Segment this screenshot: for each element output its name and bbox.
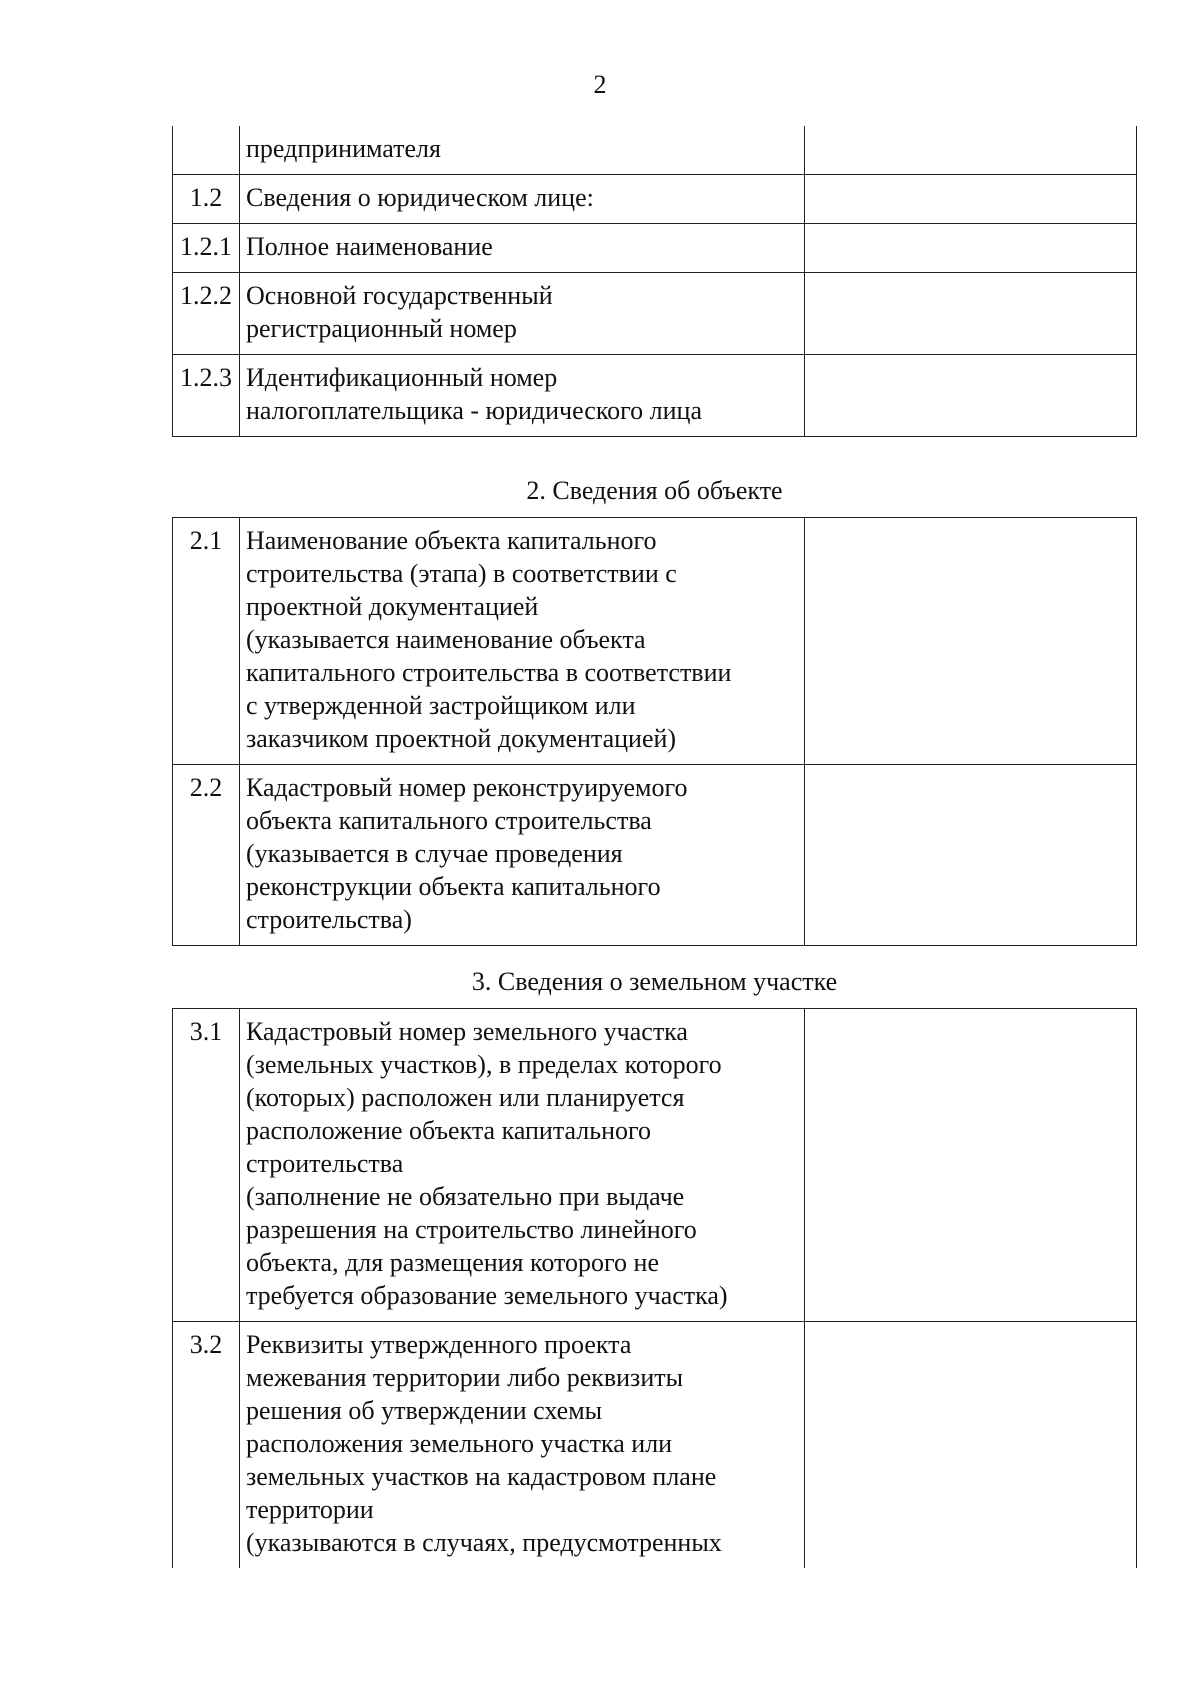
- row-number: 1.2.1: [173, 224, 240, 273]
- row-label: предпринимателя: [240, 126, 805, 175]
- row-value-field[interactable]: [805, 175, 1137, 224]
- row-number: [173, 126, 240, 175]
- row-label: Кадастровый номер реконструируемого объекта капитального строительства (указывается в случае проведения реконструкции объекта капитального строительства): [240, 765, 805, 946]
- row-number: 2.2: [173, 765, 240, 946]
- row-number: 3.1: [173, 1009, 240, 1322]
- table-row: [173, 355, 1137, 437]
- row-label: Реквизиты утвержденного проекта межевания территории либо реквизиты решения об утверждении схемы расположения земельного участка или земельных участков на кадастровом плане территории (указываются в случаях, предусмотренных: [240, 1322, 805, 1569]
- table-row: [173, 1322, 1137, 1569]
- row-value-field[interactable]: [805, 518, 1137, 765]
- row-label: Идентификационный номер налогоплательщика - юридического лица: [240, 355, 805, 437]
- table-row: [173, 1009, 1137, 1322]
- section2-table: [172, 517, 1137, 946]
- row-label: Полное наименование: [240, 224, 805, 273]
- section-heading: 3. Сведения о земельном участке: [471, 967, 838, 996]
- row-number: 1.2.2: [173, 273, 240, 355]
- table-row: [173, 518, 1137, 765]
- section-heading: 2. Сведения об объекте: [526, 476, 783, 505]
- section1-table: [172, 126, 1137, 437]
- row-label: Кадастровый номер земельного участка (земельных участков), в пределах которого (которых) расположен или планируется расположение объекта капитального строительства (заполнение не обязательно при выдаче разрешения на строительство линейного объекта, для размещения которого не требуется образование земельного участка): [240, 1009, 805, 1322]
- row-value-field[interactable]: [805, 355, 1137, 437]
- table-row: [173, 273, 1137, 355]
- row-value-field[interactable]: [805, 1322, 1137, 1569]
- table-row: [173, 126, 1137, 175]
- row-label: Наименование объекта капитального строительства (этапа) в соответствии с проектной документацией (указывается наименование объекта капитального строительства в соответствии с утвержденной застройщиком или заказчиком проектной документацией): [240, 518, 805, 765]
- row-value-field[interactable]: [805, 224, 1137, 273]
- row-value-field[interactable]: [805, 1009, 1137, 1322]
- row-number: 2.1: [173, 518, 240, 765]
- table-row: [173, 224, 1137, 273]
- row-number: 3.2: [173, 1322, 240, 1569]
- row-value-field[interactable]: [805, 126, 1137, 175]
- section3-table: [172, 1008, 1137, 1568]
- row-label: Сведения о юридическом лице:: [240, 175, 805, 224]
- row-label: Основной государственный регистрационный номер: [240, 273, 805, 355]
- table-row: [173, 765, 1137, 946]
- row-value-field[interactable]: [805, 765, 1137, 946]
- row-number: 1.2.3: [173, 355, 240, 437]
- row-number: 1.2: [173, 175, 240, 224]
- row-value-field[interactable]: [805, 273, 1137, 355]
- table-row: [173, 175, 1137, 224]
- page-number: 2: [593, 70, 607, 99]
